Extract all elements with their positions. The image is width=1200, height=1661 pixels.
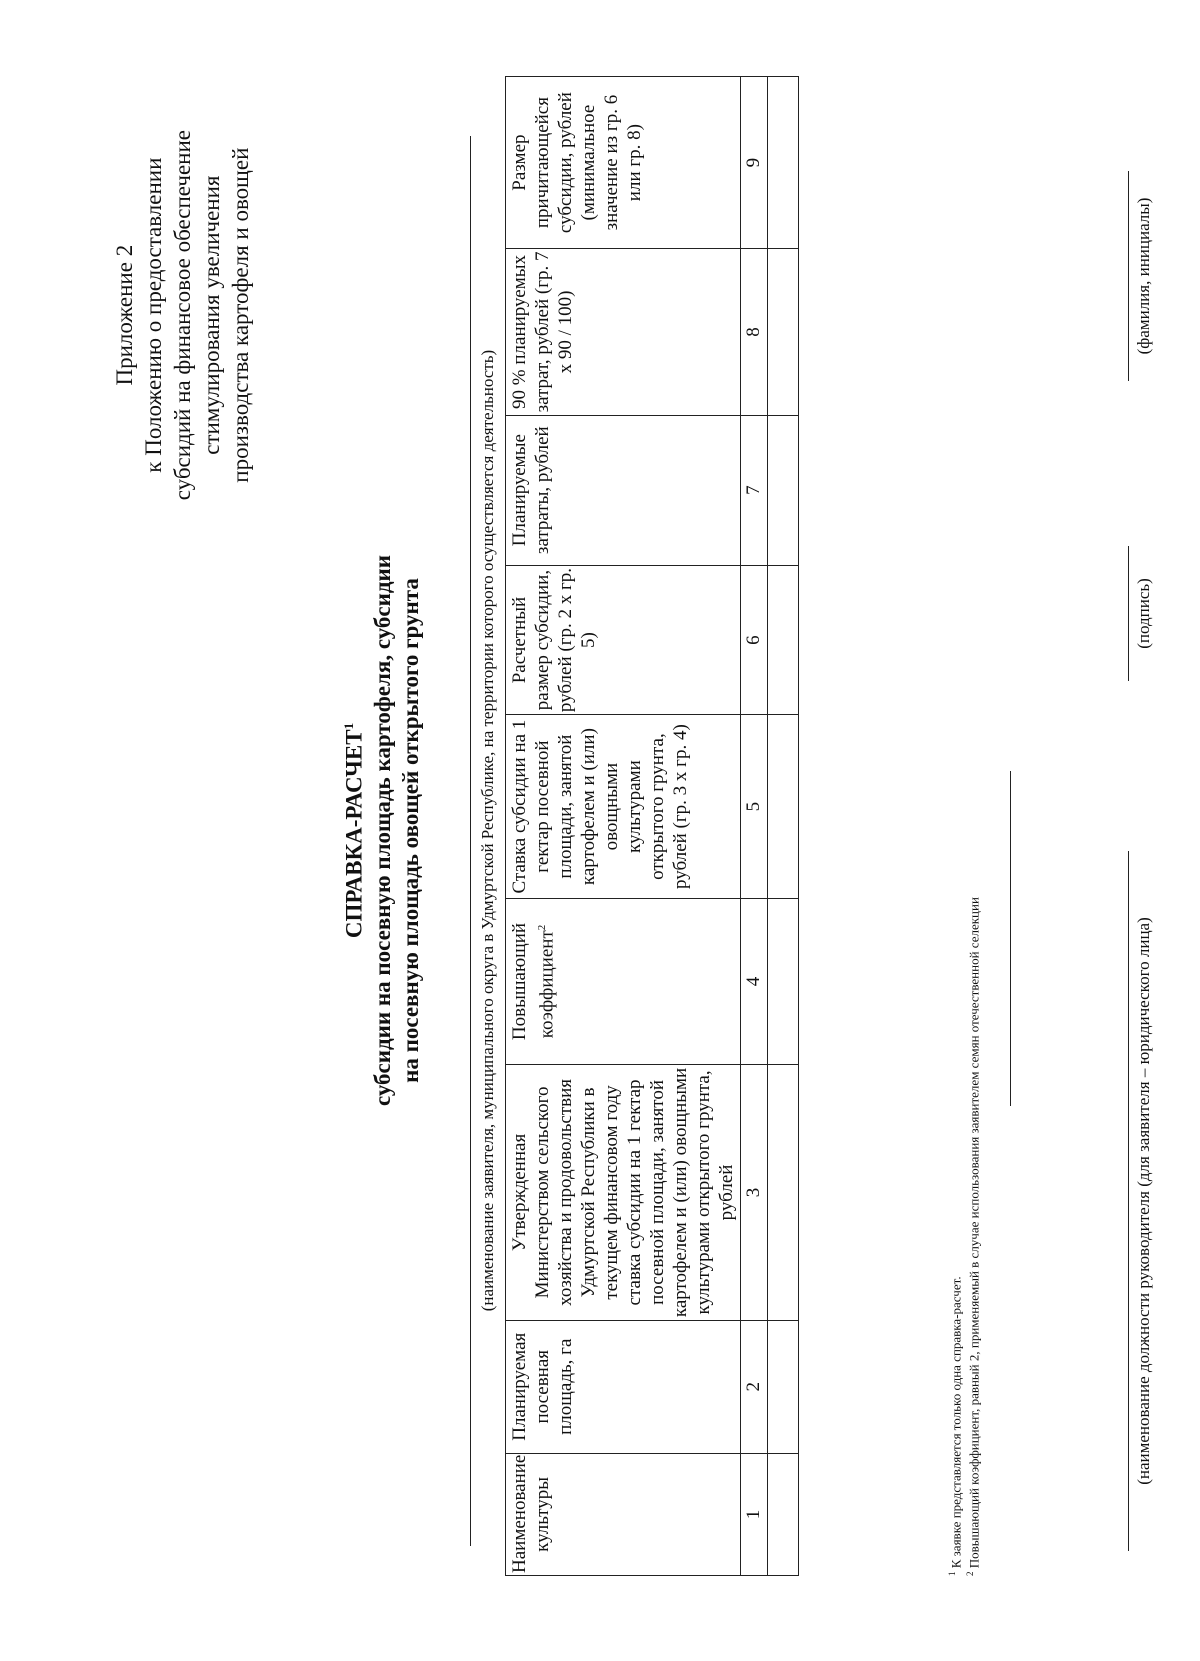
column-number: 6: [741, 565, 768, 715]
table-cell: [768, 1065, 799, 1320]
appendix-line: Приложение 2: [112, 244, 137, 386]
table-row: [768, 77, 799, 1576]
signature-caption: (подпись): [1134, 578, 1153, 649]
position-caption: (наименование должности руководителя (для заявителя – юридического лица): [1134, 917, 1153, 1485]
applicant-name-line: [470, 136, 471, 1546]
column-number: 1: [741, 1453, 768, 1575]
appendix-line: производства картофеля и овощей: [228, 147, 253, 483]
header-ninety-percent: 90 % планируемых затрат, рублей (гр. 7 х 90 / 100): [506, 249, 741, 416]
column-number-row: [741, 77, 768, 1576]
footnote-2: $^2$ Повышающий коэффициент, равный 2, применяемый в случае использования заявителем семян отечественной селекции: [965, 897, 982, 1576]
title-subtitle-1: субсидии на посевную площадь картофеля, субсидии: [369, 554, 395, 1107]
title-main: СПРАВКА-РАСЧЕТ$^1$: [341, 722, 367, 939]
column-number: 2: [741, 1320, 768, 1453]
appendix-line: стимулирования увеличения: [199, 175, 224, 455]
name-caption: (фамилия, инициалы): [1134, 197, 1153, 355]
document-title: [335, 0, 425, 1661]
table-cell: [768, 565, 799, 715]
table-cell: [768, 898, 799, 1065]
header-planned-area: Планируемая посевная площадь, га: [506, 1320, 741, 1453]
applicant-caption: (наименование заявителя, муниципального округа в Удмуртской Республике, на территории которого осуществляется деятельность): [478, 349, 497, 1312]
header-coefficient: Повышающий коэффициент$^2$: [506, 898, 741, 1065]
header-due-subsidy: Размер причитающейся субсидии, рублей (минимальное значение из гр. 6 или гр. 8): [506, 77, 741, 249]
table-cell: [768, 249, 799, 416]
header-estimated-subsidy: Расчетный размер субсидии, рублей (гр. 2 х гр. 5): [506, 565, 741, 715]
calculation-table: [505, 76, 799, 1576]
table-cell: [768, 415, 799, 565]
column-number: 4: [741, 898, 768, 1065]
table-cell: [768, 1320, 799, 1453]
table-cell: [768, 715, 799, 898]
signature-divider-line: [1010, 771, 1011, 1106]
footnotes: [945, 76, 982, 1576]
signature-line: [1128, 546, 1129, 681]
table-cell: [768, 77, 799, 249]
appendix-header: [110, 130, 255, 500]
column-number: 7: [741, 415, 768, 565]
column-number: 5: [741, 715, 768, 898]
name-line: [1128, 171, 1129, 381]
table-cell: [768, 1453, 799, 1575]
header-approved-rate: Утвержденная Министерством сельского хозяйства и продовольствия Удмуртской Республики в текущем финансовом году ставка субсидии на 1 гектар посевной площади, занятой картофелем и (или) овощными культурами открытого грунта, рублей: [506, 1065, 741, 1320]
footnote-1: $^1$ К заявке представляется только одна справка-расчет.: [947, 1276, 964, 1576]
appendix-line: субсидий на финансовое обеспечение: [170, 130, 195, 501]
header-crop-name: Наименование культуры: [506, 1453, 741, 1575]
column-number: 8: [741, 249, 768, 416]
title-footnote-mark: 1: [341, 722, 356, 730]
title-subtitle-2: на посевную площадь овощей открытого грунта: [397, 578, 423, 1083]
column-number: 3: [741, 1065, 768, 1320]
header-rate-per-hectare: Ставка субсидии на 1 гектар посевной площади, занятой картофелем и (или) овощными культурами открытого грунта, рублей (гр. 3 х гр. 4): [506, 715, 741, 898]
position-signature-line: [1128, 851, 1129, 1551]
header-planned-costs: Планируемые затраты, рублей: [506, 415, 741, 565]
column-number: 9: [741, 77, 768, 249]
header-footnote-mark: 2: [536, 924, 548, 931]
appendix-line: к Положению о предоставлении: [141, 157, 166, 473]
